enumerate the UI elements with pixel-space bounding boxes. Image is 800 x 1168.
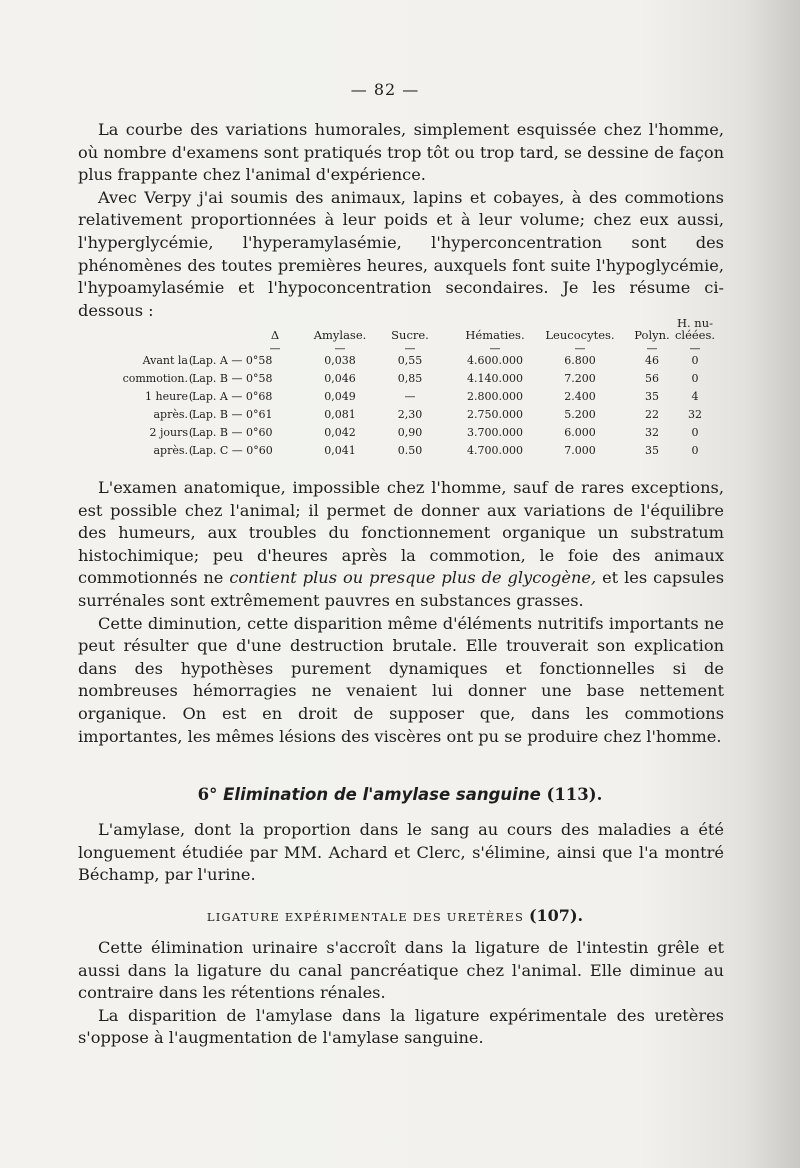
section-heading [0,785,800,804]
row-polyn: 35 [645,390,659,403]
paragraph-italic-part: contient plus ou presque plus de glycogène, [229,568,597,588]
row-leucocytes: 5.200 [564,408,596,421]
row-state: 1 heure [145,390,188,403]
row-polyn: 35 [645,444,659,457]
row-polyn: 22 [645,408,659,421]
header-polyn: Polyn. [634,328,670,342]
row-polyn: 32 [645,426,659,439]
dash: — [269,342,281,355]
section-title: Elimination de l'amylase sanguine [223,785,541,804]
dash: — [489,342,501,355]
anatomy-text [78,477,724,748]
page-number: — 82 — [350,80,420,99]
row-state: 2 jours [149,426,188,439]
row-brace: ( [188,444,194,457]
section-reference: (113). [546,785,603,804]
paragraph: Avec Verpy j'ai soumis des animaux, lapins et cobayes, à des commotions relativement proportionnées à leur poids et à leur volume; chez eux aussi, l'hyperglycémie, l'hyperamylasémie, l'hyperconcentration sont des phénomènes des toutes premières heures, auxquels font suite l'hypoglycémie, l'hypoamylasémie et l'hypoconcentration secondaires. Je les résume ci-dessous : [78,187,724,320]
row-state: commotion. [122,372,188,385]
dash: — [404,342,416,355]
row-hnu: 4 [691,390,699,403]
table-row [80,390,730,406]
header-hematies: Hématies. [465,328,525,342]
paragraph: La courbe des variations humorales, simplement esquissée chez l'homme, où nombre d'examens sont pratiqués trop tôt ou trop tard, se dessine de façon plus frappante chez l'animal d'expérience. [78,120,724,185]
table-row [80,426,730,442]
table-row [80,372,730,388]
row-hnu: 0 [691,372,699,385]
header-hnu-line2: cléées. [674,328,716,342]
row-amylase: 0,041 [324,444,356,457]
row-state: après. [153,408,188,421]
row-sucre: 0.50 [397,444,423,457]
header-amylase: Amylase. [313,328,367,342]
dash: — [334,342,346,355]
section-number: 6° [197,785,218,804]
row-state: Avant la [142,354,188,367]
row-brace: ( [188,390,194,403]
row-brace: ( [188,354,194,367]
row-hematies: 4.600.000 [467,354,523,367]
row-leucocytes: 7.200 [564,372,596,385]
table-row [80,408,730,424]
row-hnu: 0 [691,426,699,439]
paragraph: L'amylase, dont la proportion dans le sang au cours des maladies a été longuement étudiée par MM. Achard et Clerc, s'élimine, ainsi que l'a montré Béchamp, par l'urine. [78,820,724,885]
subsection-title: LIGATURE EXPÉRIMENTALE DES URETÈRES [206,910,525,924]
row-leucocytes: 2.400 [564,390,596,403]
paragraph-part: et les capsules surrénales sont extrêmement pauvres en substances grasses. [78,568,724,610]
subsection-heading [0,906,790,925]
row-lapin: Lap. A — 0°68 [192,390,273,403]
header-delta: Δ [270,328,280,342]
row-sucre: 0,55 [397,354,423,367]
row-lapin: Lap. C — 0°60 [192,444,273,457]
row-polyn: 56 [645,372,659,385]
row-hnu: 0 [691,444,699,457]
row-hematies: 3.700.000 [467,426,523,439]
paragraph [78,477,724,613]
ligature-text [78,937,724,1050]
paragraph-part: L'examen anatomique, impossible chez l'homme, sauf de rares exceptions, est possible chez l'animal; il permet de donner aux variations de l'équilibre des humeurs, aux troubles du fonctionnement organique un substratum histochimique; peu d'heures après la commotion, le foie des animaux commotionnés ne [78,478,724,588]
row-hematies: 2.800.000 [467,390,523,403]
row-amylase: 0,081 [324,408,356,421]
row-hnu: 32 [688,408,702,421]
row-polyn: 46 [645,354,659,367]
row-hematies: 2.750.000 [467,408,523,421]
row-amylase: 0,046 [324,372,356,385]
row-leucocytes: 6.000 [564,426,596,439]
row-lapin: Lap. B — 0°61 [192,408,273,421]
row-amylase: 0,038 [324,354,356,367]
row-brace: ( [188,426,194,439]
amylase-text [78,819,724,887]
row-amylase: 0,049 [324,390,356,403]
paragraph: Cette élimination urinaire s'accroît dans la ligature de l'intestin grêle et aussi dans la ligature du canal pancréatique chez l'animal. Elle diminue au contraire dans les rétentions rénales. [78,938,724,1003]
table-row [80,444,730,460]
table-row [80,354,730,370]
paragraph: La disparition de l'amylase dans la ligature expérimentale des uretères s'oppose à l'augmentation de l'amylase sanguine. [78,1005,724,1048]
paragraph: Cette diminution, cette disparition même d'éléments nutritifs importants ne peut résulter que d'une destruction brutale. Elle trouverait son explication dans des hypothèses purement dynamiques et fonctionnelles si de nombreuses hémorragies ne venaient lui donner une base nettement organique. On est en droit de supposer que, dans les commotions importantes, les mêmes lésions des viscères ont pu se produire chez l'homme. [78,613,724,746]
row-sucre: 0,85 [397,372,423,385]
row-leucocytes: 6.800 [564,354,596,367]
row-hematies: 4.140.000 [467,372,523,385]
header-hnu-line1: H. nu- [676,316,714,330]
row-lapin: Lap. B — 0°60 [192,426,273,439]
dash: — [574,342,586,355]
dash: — [689,342,701,355]
row-leucocytes: 7.000 [564,444,596,457]
row-sucre: — [404,390,416,403]
intro-text [78,119,724,322]
row-amylase: 0,042 [324,426,356,439]
row-brace: ( [188,408,194,421]
row-hematies: 4.700.000 [467,444,523,457]
row-sucre: 2,30 [397,408,423,421]
row-brace: ( [188,372,194,385]
row-lapin: Lap. B — 0°58 [192,372,273,385]
row-lapin: Lap. A — 0°58 [192,354,273,367]
row-sucre: 0,90 [397,426,423,439]
header-sucre: Sucre. [391,328,429,342]
subsection-reference: (107). [528,906,584,925]
header-leucocytes: Leucocytes. [545,328,615,342]
row-hnu: 0 [691,354,699,367]
dash: — [646,342,658,355]
row-state: après. [153,444,188,457]
